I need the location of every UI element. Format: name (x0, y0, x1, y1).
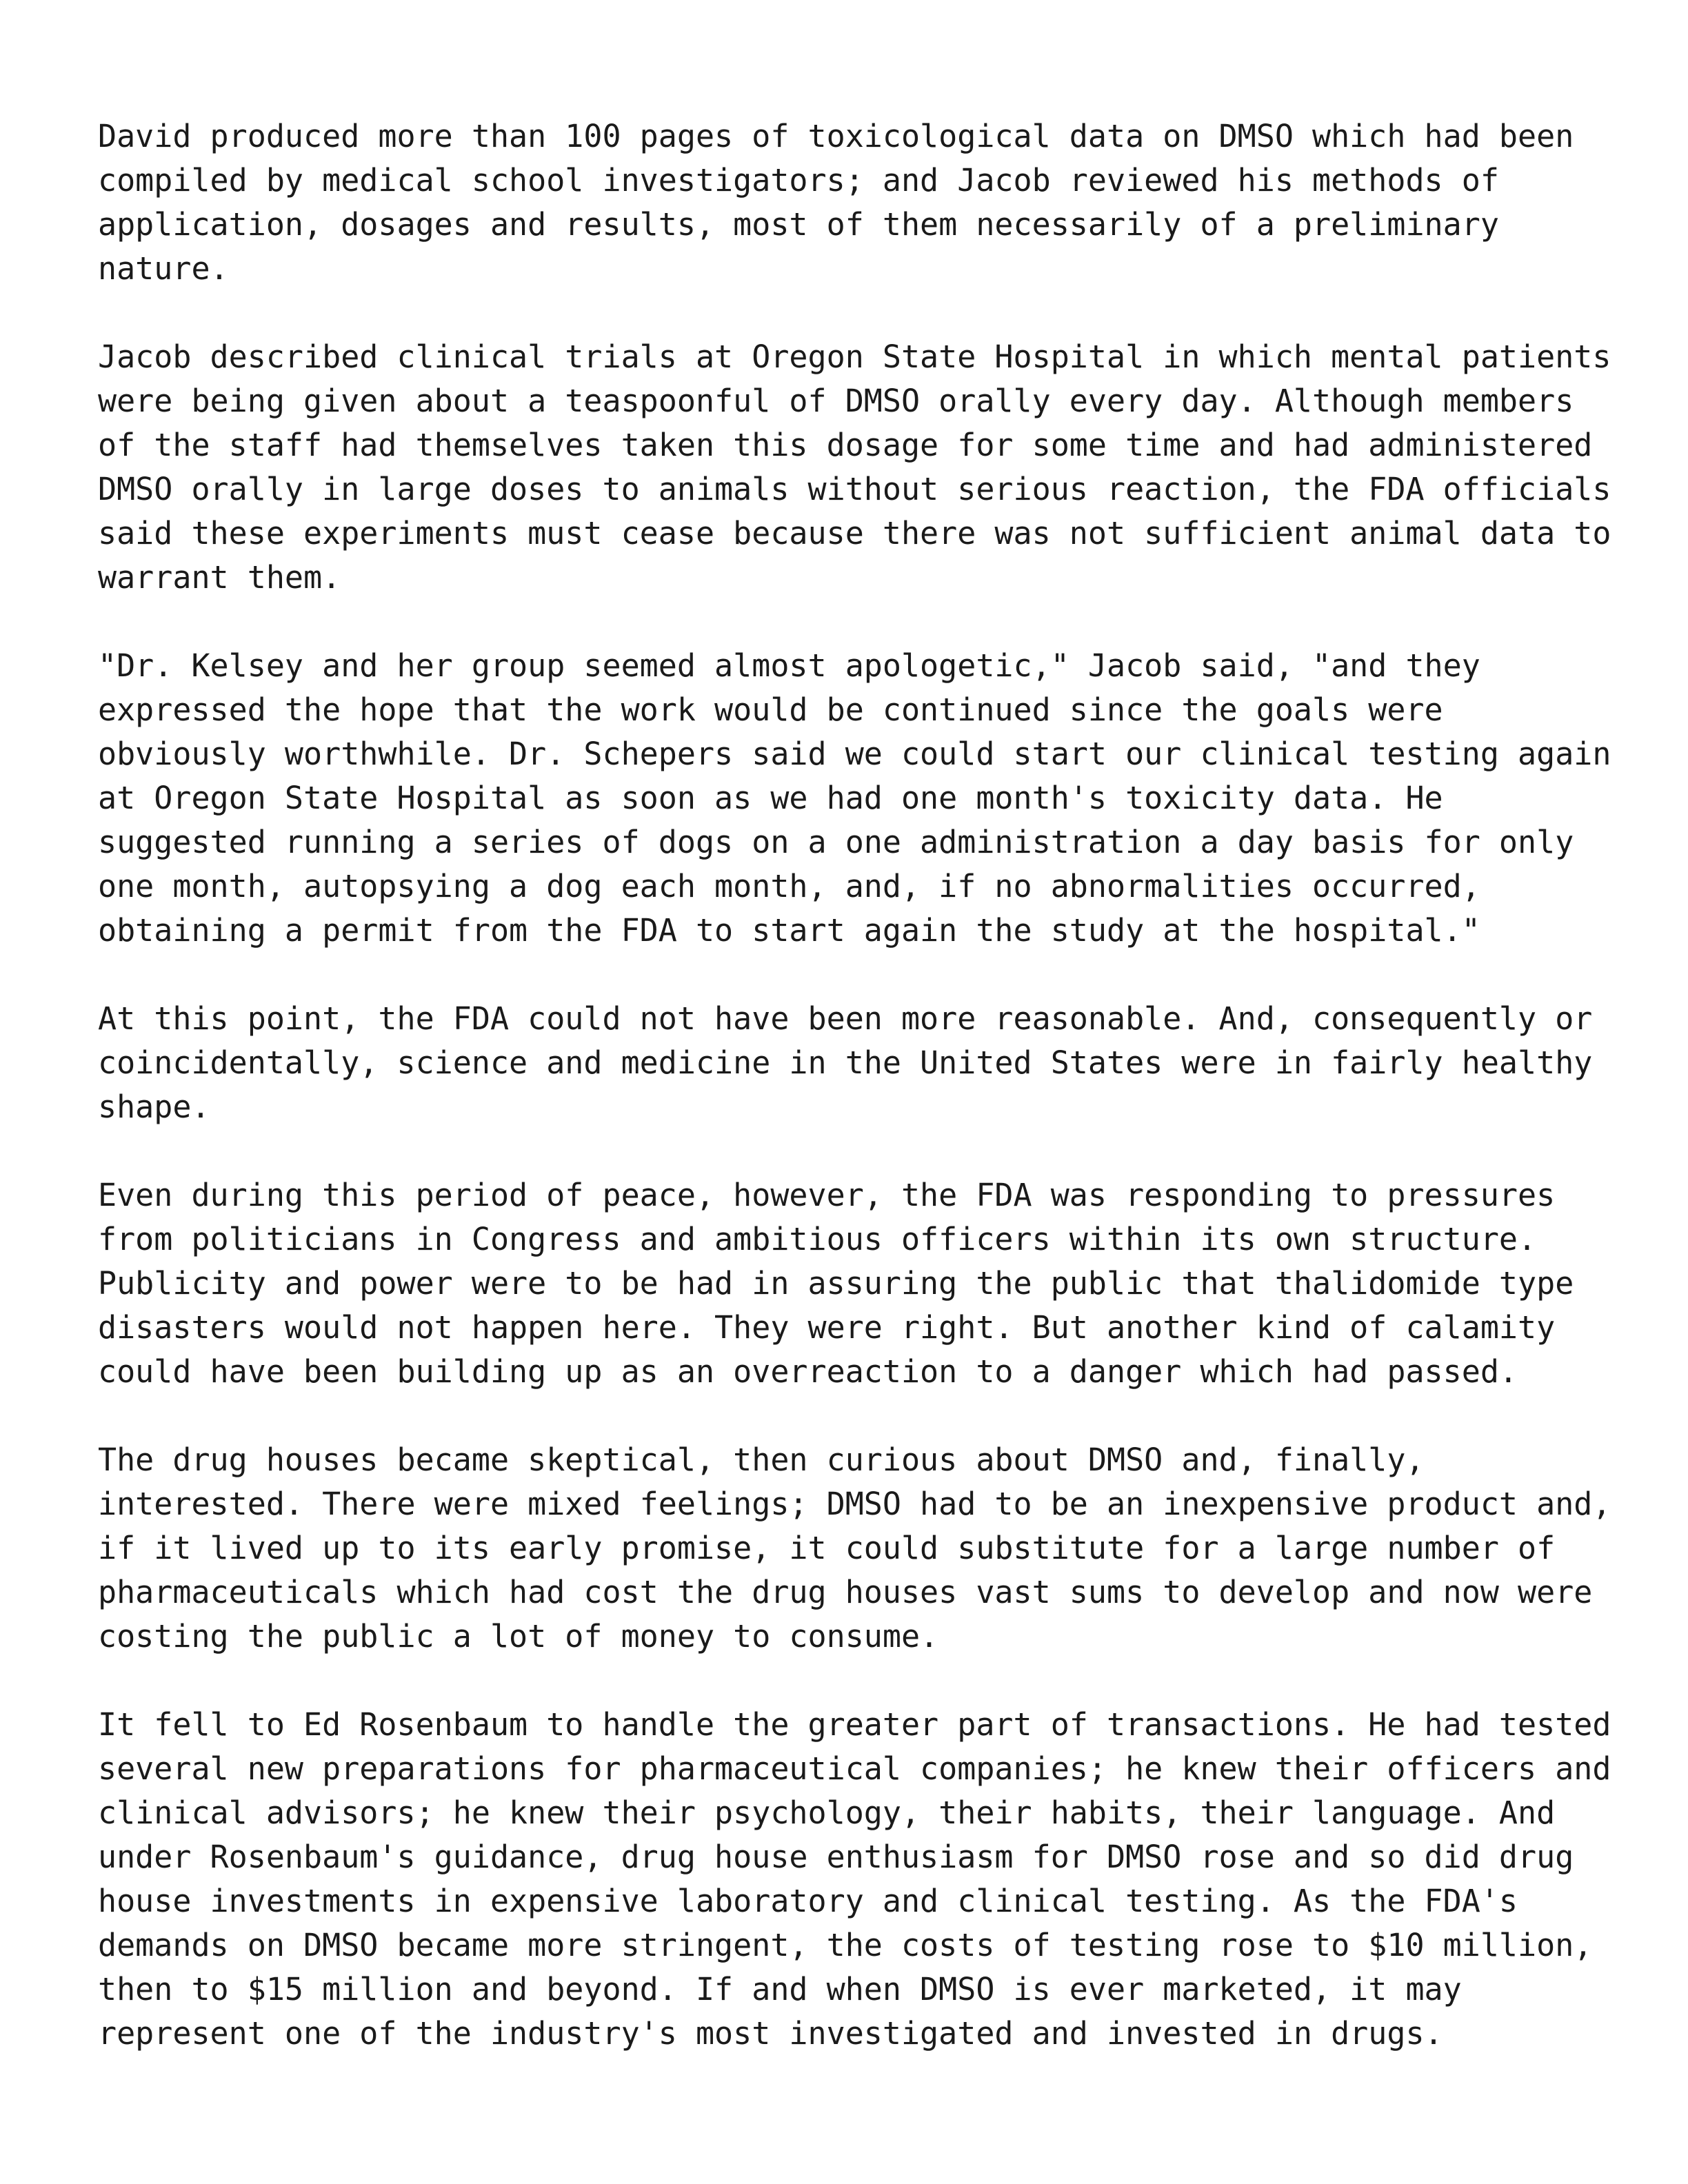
text-line: house investments in expensive laboratory and clinical testing. As the FDA's (98, 1883, 1518, 1919)
text-line: represent one of the industry's most investigated and invested in drugs. (98, 2015, 1443, 2052)
text-line: Jacob described clinical trials at Oregon State Hospital in which mental patients (98, 338, 1611, 375)
text-line: coincidentally, science and medicine in the United States were in fairly healthy (98, 1044, 1593, 1081)
text-line: could have been building up as an overreaction to a danger which had passed. (98, 1353, 1518, 1390)
text-line: one month, autopsying a dog each month, and, if no abnormalities occurred, (98, 868, 1480, 904)
text-line: clinical advisors; he knew their psychology, their habits, their language. And (98, 1794, 1556, 1831)
text-line: At this point, the FDA could not have been more reasonable. And, consequently or (98, 1000, 1593, 1037)
document-page (98, 114, 1615, 2100)
paragraph-7 (98, 1703, 1615, 2056)
text-line: costing the public a lot of money to consume. (98, 1618, 939, 1655)
text-line: shape. (98, 1089, 210, 1125)
paragraph-2 (98, 335, 1615, 600)
text-line: DMSO orally in large doses to animals without serious reaction, the FDA officials (98, 471, 1611, 507)
paragraph-3 (98, 644, 1615, 953)
text-line: nature. (98, 250, 229, 287)
paragraph-6 (98, 1438, 1615, 1659)
text-line: pharmaceuticals which had cost the drug houses vast sums to develop and now were (98, 1574, 1593, 1610)
text-line: from politicians in Congress and ambitious officers within its own structure. (98, 1221, 1537, 1257)
text-line: suggested running a series of dogs on a one administration a day basis for only (98, 824, 1574, 860)
text-line: obtaining a permit from the FDA to start again the study at the hospital." (98, 912, 1480, 949)
text-line: "Dr. Kelsey and her group seemed almost apologetic," Jacob said, "and they (98, 647, 1480, 684)
text-line: David produced more than 100 pages of toxicological data on DMSO which had been (98, 118, 1574, 154)
text-line: Publicity and power were to be had in assuring the public that thalidomide type (98, 1265, 1574, 1302)
text-line: warrant them. (98, 559, 341, 596)
paragraph-1 (98, 114, 1615, 291)
text-line: application, dosages and results, most of them necessarily of a preliminary (98, 206, 1499, 243)
text-line: It fell to Ed Rosenbaum to handle the greater part of transactions. He had tested (98, 1706, 1611, 1743)
text-line: said these experiments must cease because there was not sufficient animal data to (98, 515, 1611, 552)
text-line: The drug houses became skeptical, then curious about DMSO and, finally, (98, 1442, 1425, 1478)
text-line: under Rosenbaum's guidance, drug house enthusiasm for DMSO rose and so did drug (98, 1839, 1574, 1875)
text-line: at Oregon State Hospital as soon as we had one month's toxicity data. He (98, 780, 1443, 816)
text-line: of the staff had themselves taken this dosage for some time and had administered (98, 427, 1593, 463)
paragraph-4 (98, 997, 1615, 1129)
text-line: several new preparations for pharmaceutical companies; he knew their officers and (98, 1750, 1611, 1787)
text-line: were being given about a teaspoonful of DMSO orally every day. Although members (98, 383, 1574, 419)
text-line: expressed the hope that the work would be continued since the goals were (98, 691, 1443, 728)
text-line: compiled by medical school investigators; and Jacob reviewed his methods of (98, 162, 1499, 199)
text-line: if it lived up to its early promise, it could substitute for a large number of (98, 1530, 1556, 1566)
text-line: interested. There were mixed feelings; DMSO had to be an inexpensive product and, (98, 1486, 1611, 1522)
text-line: demands on DMSO became more stringent, the costs of testing rose to $10 million, (98, 1927, 1593, 1963)
text-line: Even during this period of peace, however, the FDA was responding to pressures (98, 1177, 1556, 1213)
text-line: obviously worthwhile. Dr. Schepers said we could start our clinical testing again (98, 736, 1611, 772)
paragraph-5 (98, 1173, 1615, 1394)
text-line: then to $15 million and beyond. If and when DMSO is ever marketed, it may (98, 1971, 1462, 2008)
text-line: disasters would not happen here. They were right. But another kind of calamity (98, 1309, 1556, 1346)
